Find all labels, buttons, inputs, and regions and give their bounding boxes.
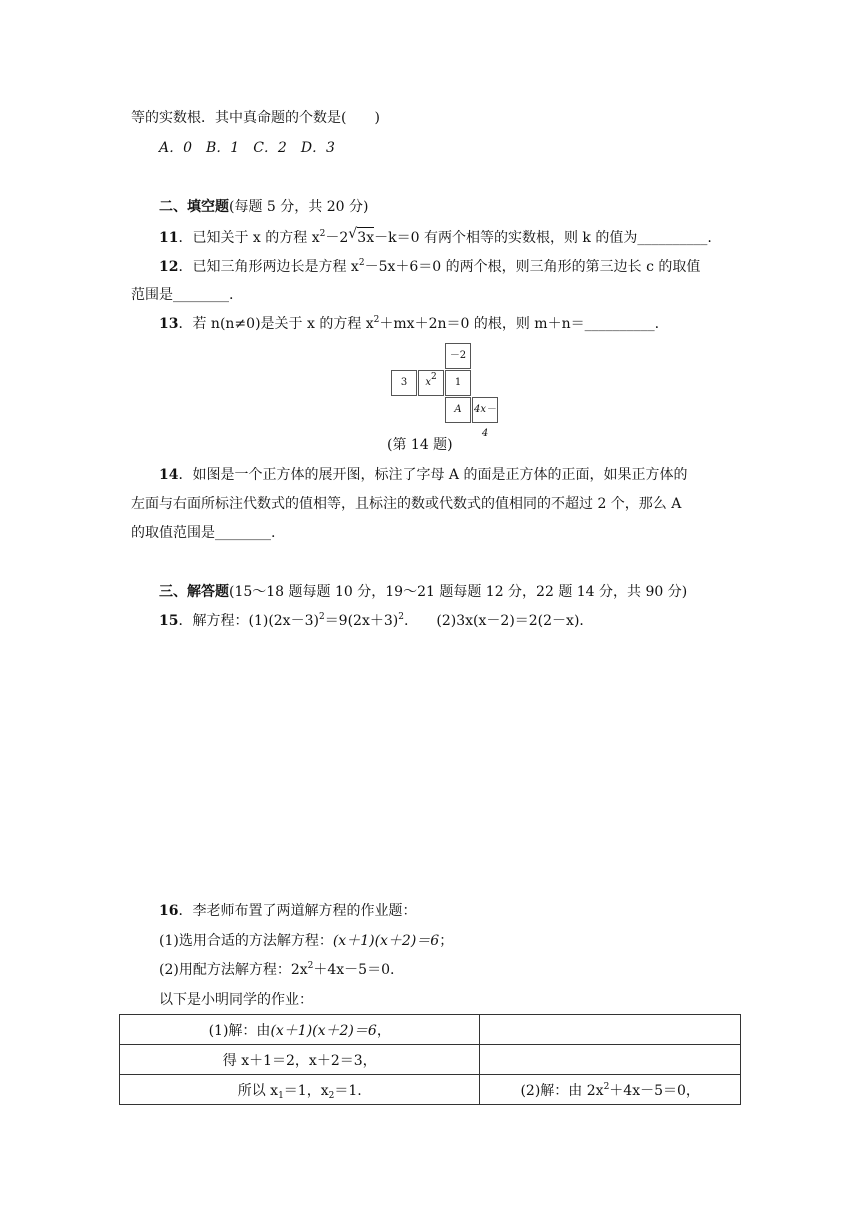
net-cell-left: 3 — [391, 370, 417, 396]
q15-p1: ．解方程：(1)(2x－3) — [178, 613, 319, 629]
q12-exponent: 2 — [358, 258, 365, 268]
net-cell-a-label: A — [454, 404, 462, 415]
row3-left-mid: ＝1，x — [283, 1082, 329, 1099]
q11-sqrt — [348, 227, 374, 248]
q11-mid: －2 — [325, 230, 349, 246]
q14-line2: 左面与右面所标注代数式的值相等，且标注的数或代数式的值相同的不超过 2 个，那么 A — [131, 496, 682, 512]
row3-sub1: 1 — [278, 1090, 284, 1101]
q16-item2-pre: (2)用配方法解方程：2x — [159, 962, 308, 978]
q10-tail: 等的实数根．其中真命题的个数是( ) — [131, 110, 380, 126]
q14-line3: 的取值范围是________. — [131, 525, 276, 541]
q16-item1-equation: (x＋1)(x＋2)＝6 — [332, 933, 440, 949]
q11-number: 11 — [159, 230, 179, 246]
row1-left-end: ， — [376, 1022, 391, 1039]
q11-post: －k＝0 有两个相等的实数根，则 k 的值为__________. — [374, 230, 712, 246]
q16-item2 — [159, 960, 394, 980]
question-13 — [159, 314, 659, 334]
q16-item2-post: ＋4x－5＝0. — [313, 962, 395, 978]
net-cell-x-squared — [418, 370, 444, 396]
question-15 — [159, 611, 593, 631]
net-cell-right-label: 4x－4 — [473, 404, 496, 439]
q15-exp1: 2 — [318, 612, 325, 622]
q14-number: 14 — [159, 467, 179, 483]
row3-right-exp: 2 — [603, 1081, 610, 1092]
row1-left-equation: (x＋1)(x＋2)＝6 — [270, 1022, 377, 1039]
section2-heading: 二、填空题 — [159, 199, 229, 215]
net-cell-a — [445, 397, 471, 423]
row3-left-end: ＝1. — [334, 1082, 362, 1099]
q11-exponent: 2 — [319, 229, 326, 239]
net-cell-top: －2 — [445, 343, 471, 369]
figure14-caption: (第 14 题) — [387, 437, 453, 453]
question-12 — [159, 257, 700, 277]
row3-right-post: ＋4x－5＝0， — [609, 1082, 700, 1099]
section2-header — [159, 197, 368, 217]
q16-item2-exp: 2 — [307, 961, 314, 971]
q11-pre: ．已知关于 x 的方程 x — [178, 230, 320, 246]
row3-sub2: 2 — [328, 1090, 335, 1101]
table-cell — [120, 1015, 480, 1045]
section3-note: (15～18 题每题 10 分，19～21 题每题 12 分，22 题 14 分，共 90 分) — [229, 584, 688, 600]
q16-item1-label: (1)选用合适的方法解方程： — [159, 933, 333, 949]
q16-number: 16 — [159, 903, 179, 919]
table-cell — [120, 1045, 480, 1075]
q10-options: A．0 B．1 C．2 D．3 — [159, 140, 335, 156]
q13-post: ＋mx＋2n＝0 的根，则 m＋n＝__________. — [379, 316, 660, 332]
net-cell-x-var: x — [425, 377, 431, 388]
q13-exponent: 2 — [373, 315, 380, 325]
section3-header — [159, 582, 687, 602]
table-cell — [480, 1075, 741, 1105]
section3-heading: 三、解答题 — [159, 584, 229, 600]
q16-intro: ．李老师布置了两道解方程的作业题： — [178, 903, 417, 919]
row1-left-pre: (1)解：由 — [208, 1022, 271, 1039]
q12-number: 12 — [159, 259, 179, 275]
net-cell-x-exp: 2 — [430, 372, 437, 382]
q12-line2: 范围是________. — [131, 287, 234, 303]
q16-work-intro: 以下是小明同学的作业： — [159, 992, 313, 1008]
sqrt-icon: √ — [348, 226, 358, 242]
section2-note: (每题 5 分，共 20 分) — [229, 199, 369, 215]
q15-p3: . (2)3x(x－2)＝2(2－x)． — [403, 613, 594, 629]
q15-exp2: 2 — [398, 612, 404, 622]
net-cell-right — [472, 397, 498, 439]
q11-radicand: 3x — [357, 227, 374, 248]
table-cell — [480, 1015, 741, 1045]
net-cell-middle: 1 — [445, 370, 471, 396]
table-row — [120, 1075, 741, 1105]
row3-left-pre: 所以 x — [237, 1082, 279, 1099]
q12-pre: ．已知三角形两边长是方程 x — [178, 259, 359, 275]
row2-left: 得 x＋1＝2，x＋2＝3， — [222, 1052, 377, 1069]
question-16 — [159, 901, 416, 921]
row3-right-pre: (2)解：由 2x — [520, 1082, 604, 1099]
table-cell — [480, 1045, 741, 1075]
q16-item1 — [159, 931, 453, 951]
q13-number: 13 — [159, 316, 179, 332]
table-cell — [120, 1075, 480, 1105]
homework-table — [119, 1014, 741, 1105]
q14-line1: ．如图是一个正方体的展开图，标注了字母 A 的面是正方体的正面，如果正方体的 — [178, 467, 688, 483]
question-14 — [159, 465, 688, 485]
table-row — [120, 1015, 741, 1045]
q16-item1-end: ； — [439, 933, 454, 949]
question-11 — [159, 227, 712, 248]
q12-post: －5x＋6＝0 的两个根，则三角形的第三边长 c 的取值 — [364, 259, 701, 275]
q15-p2: ＝9(2x＋3) — [324, 613, 399, 629]
table-row — [120, 1045, 741, 1075]
q15-number: 15 — [159, 613, 179, 629]
q13-pre: ．若 n(n≠0)是关于 x 的方程 x — [178, 316, 374, 332]
